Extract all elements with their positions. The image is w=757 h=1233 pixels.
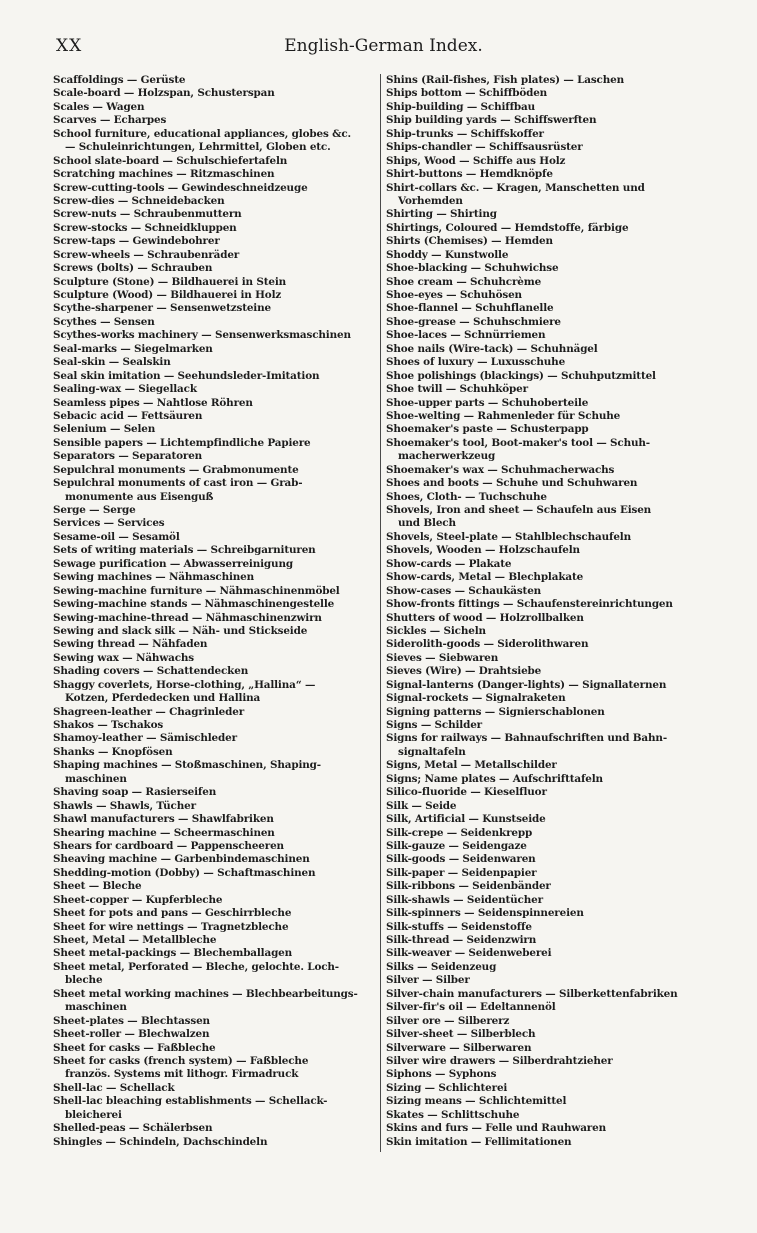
index-entry: Silk-shawls — Seidentücher — [386, 893, 543, 906]
index-entry: Silk-ribbons — Seidenbänder — [386, 880, 551, 893]
index-entry: Shoe-eyes — Schuhösen — [386, 289, 522, 301]
index-entry: Shamoy-leather — Sämischleder — [53, 732, 237, 745]
index-entry: Sepulchral monuments — Grabmonumente — [53, 463, 299, 476]
index-entry: Shoes, Cloth- — Tuchschuhe — [386, 490, 547, 503]
index-entry: Shirt-buttons — Hemdknöpfe — [386, 168, 553, 181]
index-entry: Sewing-machine furniture — Nähmaschinenmöbel — [53, 584, 340, 597]
index-entry: Sewing machines — Nähmaschinen — [53, 571, 255, 584]
index-entry: Seal skin imitation — Seehundsleder-Imitation — [53, 369, 320, 382]
index-entry: Sewing and slack silk — Näh- und Stickseide — [53, 624, 308, 637]
index-entry: Siderolith-goods — Siderolithwaren — [386, 638, 589, 651]
index-entry: Shins (Rail-fishes, Fish plates) — Laschen — [386, 74, 625, 86]
index-entry: Shoe cream — Schuhcrème — [386, 275, 542, 288]
index-entry: Silver-chain manufacturers — Silberkettenfabriken — [386, 987, 678, 1000]
index-entry: Shearing machine — Scheermaschinen — [53, 826, 275, 839]
index-entry: Signs for railways — Bahnaufschriften und Bahn- — [386, 732, 667, 745]
index-entry: Selenium — Selen — [53, 423, 156, 436]
right-column — [386, 74, 710, 1149]
index-entry: Seal-marks — Siegelmarken — [53, 342, 213, 355]
index-entry: Signs, Metal — Metallschilder — [386, 759, 557, 772]
index-entry: Sculpture (Stone) — Bildhauerei in Stein — [53, 275, 287, 288]
index-entry: Screw-taps — Gewindebohrer — [53, 235, 220, 248]
index-entry: Shoe-grease — Schuhschmiere — [386, 315, 561, 328]
index-entry: Scale-board — Holzspan, Schusterspan — [53, 87, 275, 100]
index-entry: Sheet metal working machines — Blechbearbeitungs- — [53, 987, 358, 1000]
index-entry: Shakos — Tschakos — [53, 719, 164, 731]
page-header — [56, 36, 711, 58]
index-entry: Silver — Silber — [386, 974, 470, 987]
index-entry: Silk-goods — Seidenwaren — [386, 853, 536, 866]
index-entry: Sewing thread — Nähfaden — [53, 638, 208, 651]
index-entry: Shoemaker's wax — Schuhmacherwachs — [386, 463, 615, 476]
index-entry: Silk-thread — Seidenzwirn — [386, 934, 537, 946]
index-entry: Shutters of wood — Holzrollbalken — [386, 611, 584, 624]
index-entry: School slate-board — Schulschiefertafeln — [53, 154, 288, 167]
index-entry: Sesame-oil — Sesamöl — [53, 530, 180, 543]
index-entry: Scratching machines — Ritzmaschinen — [53, 168, 275, 181]
index-entry: Skin imitation — Fellimitationen — [386, 1135, 572, 1148]
index-entry: Scythes-works machinery — Sensenwerksmaschinen — [53, 329, 351, 342]
index-entry: Sheet metal, Perforated — Bleche, gelochte. Loch- — [53, 960, 339, 973]
index-entry: Shoe-welting — Rahmenleder für Schuhe — [386, 409, 621, 422]
index-entry-continuation: Kotzen, Pferdedecken und Hallina — [65, 692, 261, 705]
index-entry: Ships, Wood — Schiffe aus Holz — [386, 154, 566, 167]
index-entry-continuation: bleche — [65, 974, 103, 987]
index-entry: Screw-stocks — Schneidkluppen — [53, 221, 237, 234]
index-entry: Silk-spinners — Seidenspinnereien — [386, 907, 584, 920]
index-entry-continuation: monumente aus Eisenguß — [65, 490, 214, 503]
index-entry: Separators — Separatoren — [53, 450, 203, 463]
index-entry: Silico-fluoride — Kieselfluor — [386, 786, 547, 799]
index-entry: Services — Services — [53, 517, 165, 530]
index-entry: Shoes and boots — Schuhe und Schuhwaren — [386, 477, 638, 490]
index-entry: Screw-wheels — Schraubenräder — [53, 248, 240, 261]
index-entry: Shoe-blacking — Schuhwichse — [386, 262, 559, 275]
index-entry-continuation: französ. Systems mit lithogr. Firmadruck — [65, 1068, 299, 1081]
index-entry: Sheet for casks (french system) — Faßbleche — [53, 1054, 309, 1067]
index-entry-continuation: signaltafeln — [398, 745, 466, 758]
index-entry: Sheet-copper — Kupferbleche — [53, 893, 223, 906]
index-entry: Shanks — Knopfösen — [53, 745, 173, 758]
index-entry: Silk-weaver — Seidenweberei — [386, 947, 552, 960]
index-entry: Silver-sheet — Silberblech — [386, 1028, 536, 1041]
index-entry: Silks — Seidenzeug — [386, 960, 497, 973]
index-entry: Seamless pipes — Nahtlose Röhren — [53, 396, 253, 409]
index-entry: Show-cards — Plakate — [386, 557, 512, 570]
index-entry: Signs; Name plates — Aufschrifttafeln — [386, 772, 603, 785]
index-entry-continuation: Vorhemden — [398, 194, 463, 207]
index-entry: Sickles — Sicheln — [386, 624, 486, 637]
index-entry: Sizing means — Schlichtemittel — [386, 1095, 567, 1108]
index-entry: Silk-crepe — Seidenkrepp — [386, 826, 533, 839]
index-entry: Shirting — Shirting — [386, 208, 497, 221]
index-entry: Sculpture (Wood) — Bildhauerei in Holz — [53, 289, 282, 301]
index-entry: Shelled-peas — Schälerbsen — [53, 1122, 213, 1135]
index-entry: Scales — Wagen — [53, 100, 145, 113]
index-entry: Sets of writing materials — Schreibgarnituren — [53, 544, 316, 557]
index-entry: Shingles — Schindeln, Dachschindeln — [53, 1135, 268, 1148]
index-entry: Sewage purification — Abwasserreinigung — [53, 557, 293, 570]
index-entry: Shirtings, Coloured — Hemdstoffe, färbige — [386, 221, 629, 234]
index-entry: Sheet for wire nettings — Tragnetzbleche — [53, 920, 289, 933]
column-divider — [380, 74, 381, 1152]
index-entry: Show-cards, Metal — Blechplakate — [386, 571, 584, 584]
index-entry: Scythe-sharpener — Sensenwetzsteine — [53, 302, 271, 315]
index-entry: Shell-lac — Schellack — [53, 1081, 175, 1094]
index-entry: Shovels, Wooden — Holzschaufeln — [386, 544, 580, 557]
index-entry: Screw-dies — Schneidebacken — [53, 194, 225, 207]
index-entry: Shoes of luxury — Luxusschuhe — [386, 356, 566, 369]
index-entry: Show-fronts fittings — Schaufenstereinrichtungen — [386, 598, 673, 611]
index-entry: Ships bottom — Schiffböden — [386, 87, 548, 100]
index-entry: Sewing-machine-thread — Nähmaschinenzwirn — [53, 611, 322, 624]
page-number: XX — [56, 36, 83, 56]
index-entry-continuation: und Blech — [398, 517, 456, 530]
index-entry-continuation: — Schuleinrichtungen, Lehrmittel, Globen etc. — [65, 141, 331, 154]
index-entry: Ship-trunks — Schiffskoffer — [386, 127, 544, 140]
index-entry: Ship-building — Schiffbau — [386, 100, 536, 113]
index-entry: Shaggy coverlets, Horse-clothing, „Hallina“ — — [53, 678, 316, 691]
index-entry: Sewing wax — Nähwachs — [53, 651, 194, 664]
index-entry: Silk, Artificial — Kunstseide — [386, 813, 546, 826]
index-entry: School furniture, educational appliances, globes &c. — [53, 127, 351, 140]
index-entry: Screw-nuts — Schraubenmuttern — [53, 208, 242, 221]
index-entry: Sheet — Bleche — [53, 880, 142, 893]
index-entry: Shoe-upper parts — Schuhoberteile — [386, 396, 589, 409]
index-entry: Sheet for pots and pans — Geschirrbleche — [53, 907, 292, 920]
index-entry: Show-cases — Schaukästen — [386, 584, 542, 597]
index-entry: Scythes — Sensen — [53, 315, 155, 328]
index-entry: Sepulchral monuments of cast iron — Grab- — [53, 477, 303, 490]
index-entry: Shirts (Chemises) — Hemden — [386, 235, 553, 248]
index-entry: Shedding-motion (Dobby) — Schaftmaschinen — [53, 866, 316, 879]
index-entry: Shoe-flannel — Schuhflanelle — [386, 302, 554, 315]
index-entry: Sensible papers — Lichtempfindliche Papiere — [53, 436, 311, 449]
index-entry: Signal-lanterns (Danger-lights) — Signallaternen — [386, 678, 667, 691]
index-entry: Scaffoldings — Gerüste — [53, 74, 186, 86]
index-entry: Scarves — Echarpes — [53, 114, 167, 127]
index-entry: Sheet-roller — Blechwalzen — [53, 1028, 210, 1041]
index-entry: Silver-fir's oil — Edeltannenöl — [386, 1001, 556, 1014]
page-title: English-German Index. — [284, 36, 483, 56]
index-entry: Shaving soap — Rasierseifen — [53, 786, 217, 799]
index-entry: Screws (bolts) — Schrauben — [53, 262, 213, 275]
index-entry: Skins and furs — Felle und Rauhwaren — [386, 1122, 606, 1135]
index-entry: Shading covers — Schattendecken — [53, 665, 249, 678]
index-entry: Shirt-collars &c. — Kragen, Manschetten und — [386, 181, 645, 194]
index-entry: Shawl manufacturers — Shawlfabriken — [53, 813, 274, 826]
index-entry: Seal-skin — Sealskin — [53, 356, 171, 369]
index-entry: Shoemaker's paste — Schusterpapp — [386, 423, 589, 436]
index-entry: Sealing-wax — Siegellack — [53, 383, 197, 396]
index-entry: Shagreen-leather — Chagrinleder — [53, 705, 245, 718]
index-entry: Sheaving machine — Garbenbindemaschinen — [53, 853, 310, 866]
index-entry: Shoe polishings (blackings) — Schuhputzmittel — [386, 369, 656, 382]
index-entry: Silk-gauze — Seidengaze — [386, 839, 527, 852]
index-entry: Shaping machines — Stoßmaschinen, Shaping- — [53, 759, 321, 772]
index-entry-continuation: bleicherei — [65, 1108, 122, 1121]
index-entry: Ship building yards — Schiffswerften — [386, 114, 597, 127]
index-entry: Shoemaker's tool, Boot-maker's tool — Schuh- — [386, 436, 650, 449]
index-entry: Sieves (Wire) — Drahtsiebe — [386, 665, 542, 678]
index-entry: Serge — Serge — [53, 504, 136, 516]
index-entry: Silk — Seide — [386, 799, 457, 812]
index-entry: Shovels, Iron and sheet — Schaufeln aus Eisen — [386, 504, 652, 516]
index-entry: Shoe nails (Wire-tack) — Schuhnägel — [386, 342, 598, 355]
index-entry: Silk-paper — Seidenpapier — [386, 866, 537, 879]
index-entry: Signs — Schilder — [386, 719, 482, 731]
index-entry: Sieves — Siebwaren — [386, 651, 499, 664]
index-entry: Shovels, Steel-plate — Stahlblechschaufeln — [386, 530, 631, 543]
index-entry: Sheet, Metal — Metallbleche — [53, 934, 217, 946]
index-entry: Shoe twill — Schuhköper — [386, 383, 528, 396]
index-entry: Screw-cutting-tools — Gewindeschneidzeuge — [53, 181, 308, 194]
index-entry: Signing patterns — Signierschablonen — [386, 705, 605, 718]
index-entry: Skates — Schlittschuhe — [386, 1108, 520, 1121]
index-entry: Shoddy — Kunstwolle — [386, 248, 509, 261]
index-entry-continuation: maschinen — [65, 1001, 127, 1014]
index-entry: Shawls — Shawls, Tücher — [53, 799, 196, 812]
index-entry: Shell-lac bleaching establishments — Schellack- — [53, 1095, 328, 1108]
index-entry: Silverware — Silberwaren — [386, 1041, 532, 1054]
index-entry: Sizing — Schlichterei — [386, 1081, 508, 1094]
index-entry: Signal-rockets — Signalraketen — [386, 692, 566, 705]
index-entry: Silk-stuffs — Seidenstoffe — [386, 920, 532, 933]
index-entry: Sheet metal-packings — Blechemballagen — [53, 947, 293, 960]
index-entry: Shears for cardboard — Pappenscheeren — [53, 839, 284, 852]
index-entry: Silver wire drawers — Silberdrahtzieher — [386, 1054, 613, 1067]
index-entry: Sewing-machine stands — Nähmaschinengestelle — [53, 598, 335, 611]
index-entry: Sebacic acid — Fettsäuren — [53, 409, 203, 422]
index-entry: Sheet for casks — Faßbleche — [53, 1041, 216, 1054]
index-entry: Sheet-plates — Blechtassen — [53, 1014, 210, 1027]
index-entry: Siphons — Syphons — [386, 1068, 497, 1081]
index-entry: Ships-chandler — Schiffsausrüster — [386, 141, 583, 154]
index-entry-continuation: maschinen — [65, 772, 127, 785]
index-entry: Silver ore — Silbererz — [386, 1014, 510, 1027]
index-entry: Shoe-laces — Schnürriemen — [386, 329, 546, 342]
index-entry-continuation: macherwerkzeug — [398, 450, 496, 463]
left-column — [53, 74, 375, 1149]
